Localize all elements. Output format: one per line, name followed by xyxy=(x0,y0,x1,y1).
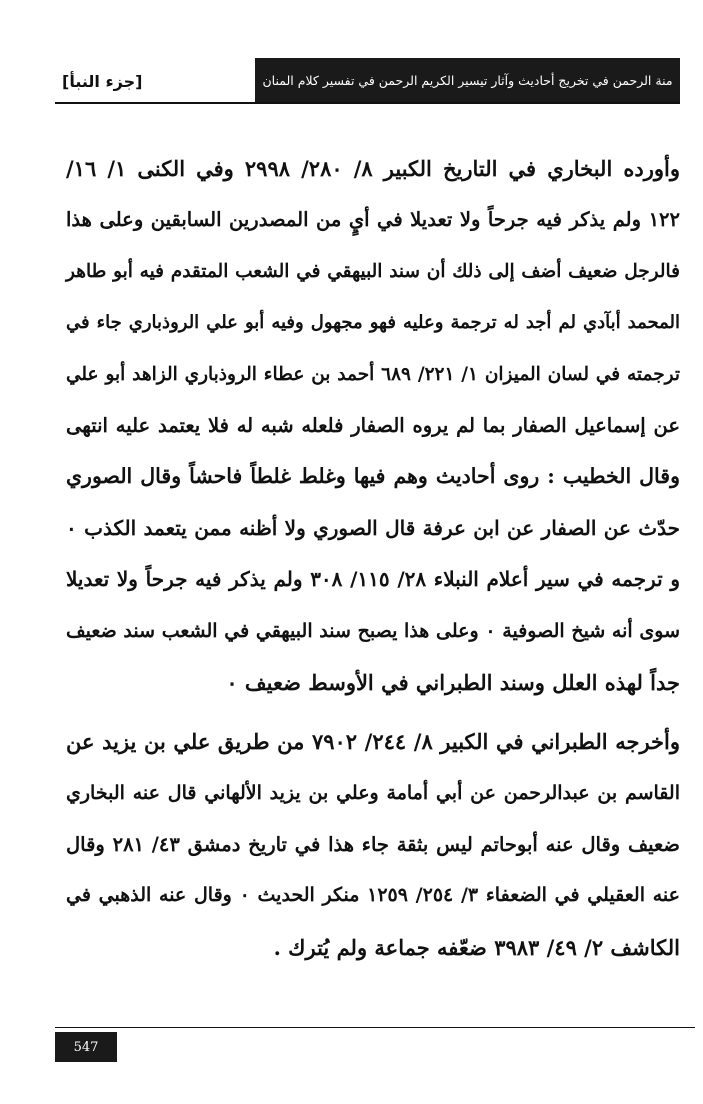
body-text xyxy=(66,143,680,973)
book-title-banner xyxy=(255,58,680,102)
text-line: وأورده البخاري في التاريخ الكبير ٨/ ٢٨٠/ ٢٩٩٨ وفي الكنى ١/ ١٦/ xyxy=(66,156,680,181)
text-line: جداً لهذه العلل وسند الطبراني في الأوسط ضعيف ٠ xyxy=(226,669,680,695)
text-line: القاسم بن عبدالرحمن عن أبي أمامة وعلي بن يزيد الألهاني قال عنه البخاري xyxy=(66,781,680,804)
text-line: ترجمته في لسان الميزان ١/ ٢٢١/ ٦٨٩ أحمد بن عطاء الروذباري الزاهد أبو علي xyxy=(66,363,681,385)
text-line: الكاشف ٢/ ٤٩/ ٣٩٨٣ ضعّفه جماعة ولم يُترك . xyxy=(273,934,680,960)
text-line: المحمد أبآدي لم أجد له ترجمة وعليه فهو مجهول وفيه أبو علي الروذباري جاء في xyxy=(66,312,680,334)
text-line: سوى أنه شيخ الصوفية ٠ وعلى هذا يصبح سند البيهقي في الشعب سند ضعيف xyxy=(66,619,680,642)
text-line: وقال الخطيب : روى أحاديث وهم فيها وغلط غلطاً فاحشاً وقال الصوري xyxy=(66,464,680,489)
text-line: حدّث عن الصفار عن ابن عرفة قال الصوري ولا أظنه ممن يتعمد الكذب ٠ xyxy=(66,515,680,540)
page-number-box xyxy=(55,1032,117,1062)
text-line: فالرجل ضعيف أضف إلى ذلك أن سند البيهقي في الشعب المتقدم فيه أبو طاهر xyxy=(66,260,680,282)
part-label: [جزء النبأ] xyxy=(62,72,143,91)
book-title: منة الرحمن في تخريج أحاديث وآثار تيسير الكريم الرحمن في تفسير كلام المنان xyxy=(262,72,673,88)
paragraph-2 xyxy=(66,716,680,973)
paragraph-1 xyxy=(66,143,680,708)
page-number: 547 xyxy=(73,1039,99,1055)
text-line: ضعيف وقال عنه أبوحاتم ليس بثقة جاء هذا في تاريخ دمشق ٤٣/ ٢٨١ وقال xyxy=(66,833,680,857)
text-line: عنه العقيلي في الضعفاء ٣/ ٢٥٤/ ١٢٥٩ منكر الحديث ٠ وقال عنه الذهبي في xyxy=(66,884,680,907)
text-line: وأخرجه الطبراني في الكبير ٨/ ٢٤٤/ ٧٩٠٢ من طريق علي بن يزيد عن xyxy=(66,729,680,755)
header-divider xyxy=(55,102,680,104)
text-line: ١٢٢ ولم يذكر فيه جرحاً ولا تعديلا في أيٍ من المصدرين السابقين وعلى هذا xyxy=(66,208,680,232)
paragraph-gap xyxy=(66,708,680,716)
text-line: عن إسماعيل الصفار بما لم يروه الصفار فلعله شبه له فلا يعتمد عليه انتهى xyxy=(66,413,680,437)
footer-divider xyxy=(55,1027,695,1028)
text-line: و ترجمه في سير أعلام النبلاء ٢٨/ ١١٥/ ٣٠٨ ولم يذكر فيه جرحاً ولا تعديلا xyxy=(66,567,680,592)
